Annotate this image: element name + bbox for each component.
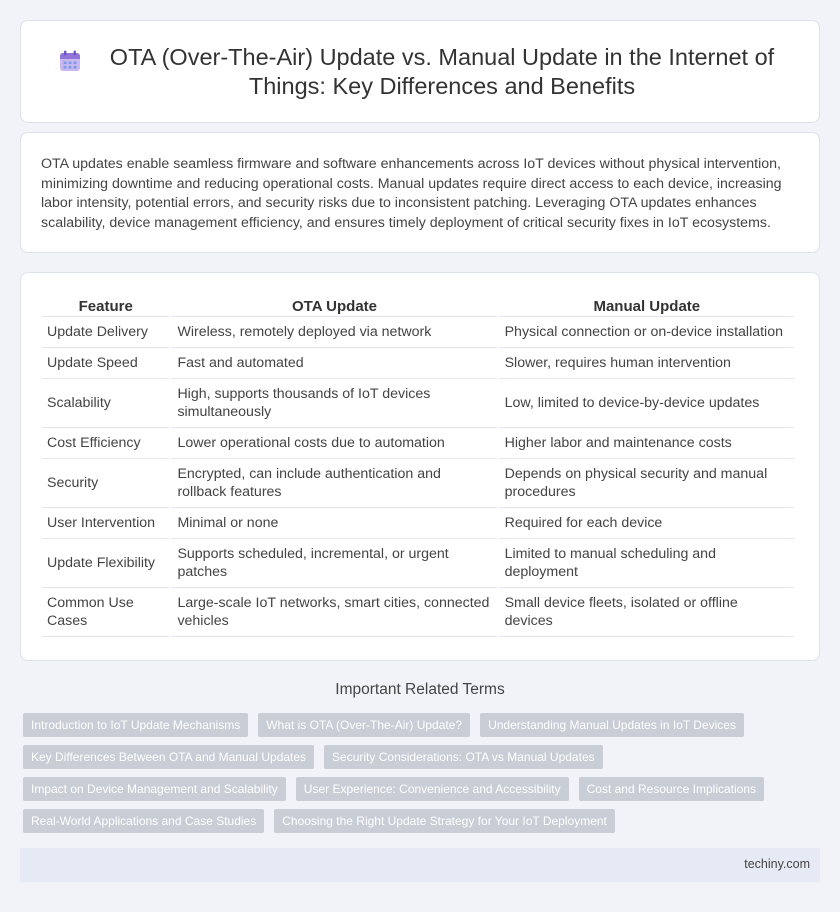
comparison-table xyxy=(39,293,797,637)
feature-cell: Cost Efficiency xyxy=(42,428,169,459)
manual-cell: Low, limited to device-by-device updates xyxy=(500,379,794,428)
related-term-link[interactable]: Choosing the Right Update Strategy for Your IoT Deployment xyxy=(274,809,615,833)
feature-cell: Update Speed xyxy=(42,348,169,379)
table-row xyxy=(42,379,794,428)
related-term-link[interactable]: Understanding Manual Updates in IoT Devices xyxy=(480,713,744,737)
table-row xyxy=(42,588,794,637)
manual-cell: Small device fleets, isolated or offline devices xyxy=(500,588,794,637)
calendar-icon xyxy=(58,49,82,73)
tag-row xyxy=(23,809,823,833)
feature-cell: Update Delivery xyxy=(42,317,169,348)
related-term-link[interactable]: User Experience: Convenience and Accessibility xyxy=(296,777,569,801)
manual-cell: Physical connection or on-device installation xyxy=(500,317,794,348)
header-feature: Feature xyxy=(42,293,169,317)
related-term-link[interactable]: Security Considerations: OTA vs Manual Updates xyxy=(324,745,603,769)
ota-cell: Encrypted, can include authentication and rollback features xyxy=(172,459,496,508)
table-row xyxy=(42,459,794,508)
ota-cell: Fast and automated xyxy=(172,348,496,379)
comparison-card xyxy=(20,272,820,661)
tag-row xyxy=(23,777,823,801)
manual-cell: Higher labor and maintenance costs xyxy=(500,428,794,459)
feature-cell: Security xyxy=(42,459,169,508)
related-terms-heading: Important Related Terms xyxy=(335,681,505,698)
feature-cell: Common Use Cases xyxy=(42,588,169,637)
page-title: OTA (Over-The-Air) Update vs. Manual Update in the Internet of Things: Key Differences and Benefits xyxy=(109,44,775,99)
manual-cell: Slower, requires human intervention xyxy=(500,348,794,379)
related-term-link[interactable]: Impact on Device Management and Scalability xyxy=(23,777,286,801)
related-term-link[interactable]: Key Differences Between OTA and Manual Updates xyxy=(23,745,314,769)
feature-cell: User Intervention xyxy=(42,508,169,539)
ota-cell: Supports scheduled, incremental, or urgent patches xyxy=(172,539,496,588)
related-terms xyxy=(23,713,823,841)
tag-row xyxy=(23,745,823,769)
table-row xyxy=(42,539,794,588)
related-term-link[interactable]: Real-World Applications and Case Studies xyxy=(23,809,264,833)
ota-cell: Wireless, remotely deployed via network xyxy=(172,317,496,348)
related-term-link[interactable]: Introduction to IoT Update Mechanisms xyxy=(23,713,248,737)
table-row xyxy=(42,508,794,539)
intro-paragraph: OTA updates enable seamless firmware and software enhancements across IoT devices without physical intervention, minimizing downtime and reducing operational costs. Manual updates require direct access to each device, increasing labor intensity, potential errors, and security risks due to inconsistent patching. Leveraging OTA updates enhances scalability, device management efficiency, and ensures timely deployment of critical security fixes in IoT ecosystems. xyxy=(41,156,782,231)
ota-cell: High, supports thousands of IoT devices simultaneously xyxy=(172,379,496,428)
table-row xyxy=(42,428,794,459)
table-row xyxy=(42,317,794,348)
intro-card xyxy=(20,132,820,253)
title-card xyxy=(20,20,820,123)
header-ota: OTA Update xyxy=(172,293,496,317)
ota-cell: Large-scale IoT networks, smart cities, connected vehicles xyxy=(172,588,496,637)
related-term-link[interactable]: What is OTA (Over-The-Air) Update? xyxy=(258,713,470,737)
related-term-link[interactable]: Cost and Resource Implications xyxy=(579,777,764,801)
manual-cell: Required for each device xyxy=(500,508,794,539)
feature-cell: Scalability xyxy=(42,379,169,428)
header-manual: Manual Update xyxy=(500,293,794,317)
ota-cell: Minimal or none xyxy=(172,508,496,539)
feature-cell: Update Flexibility xyxy=(42,539,169,588)
site-name[interactable]: techiny.com xyxy=(744,857,810,871)
footer xyxy=(20,848,820,882)
table-row xyxy=(42,348,794,379)
manual-cell: Limited to manual scheduling and deployment xyxy=(500,539,794,588)
manual-cell: Depends on physical security and manual procedures xyxy=(500,459,794,508)
ota-cell: Lower operational costs due to automation xyxy=(172,428,496,459)
tag-row xyxy=(23,713,823,737)
title-wrap xyxy=(21,21,819,101)
